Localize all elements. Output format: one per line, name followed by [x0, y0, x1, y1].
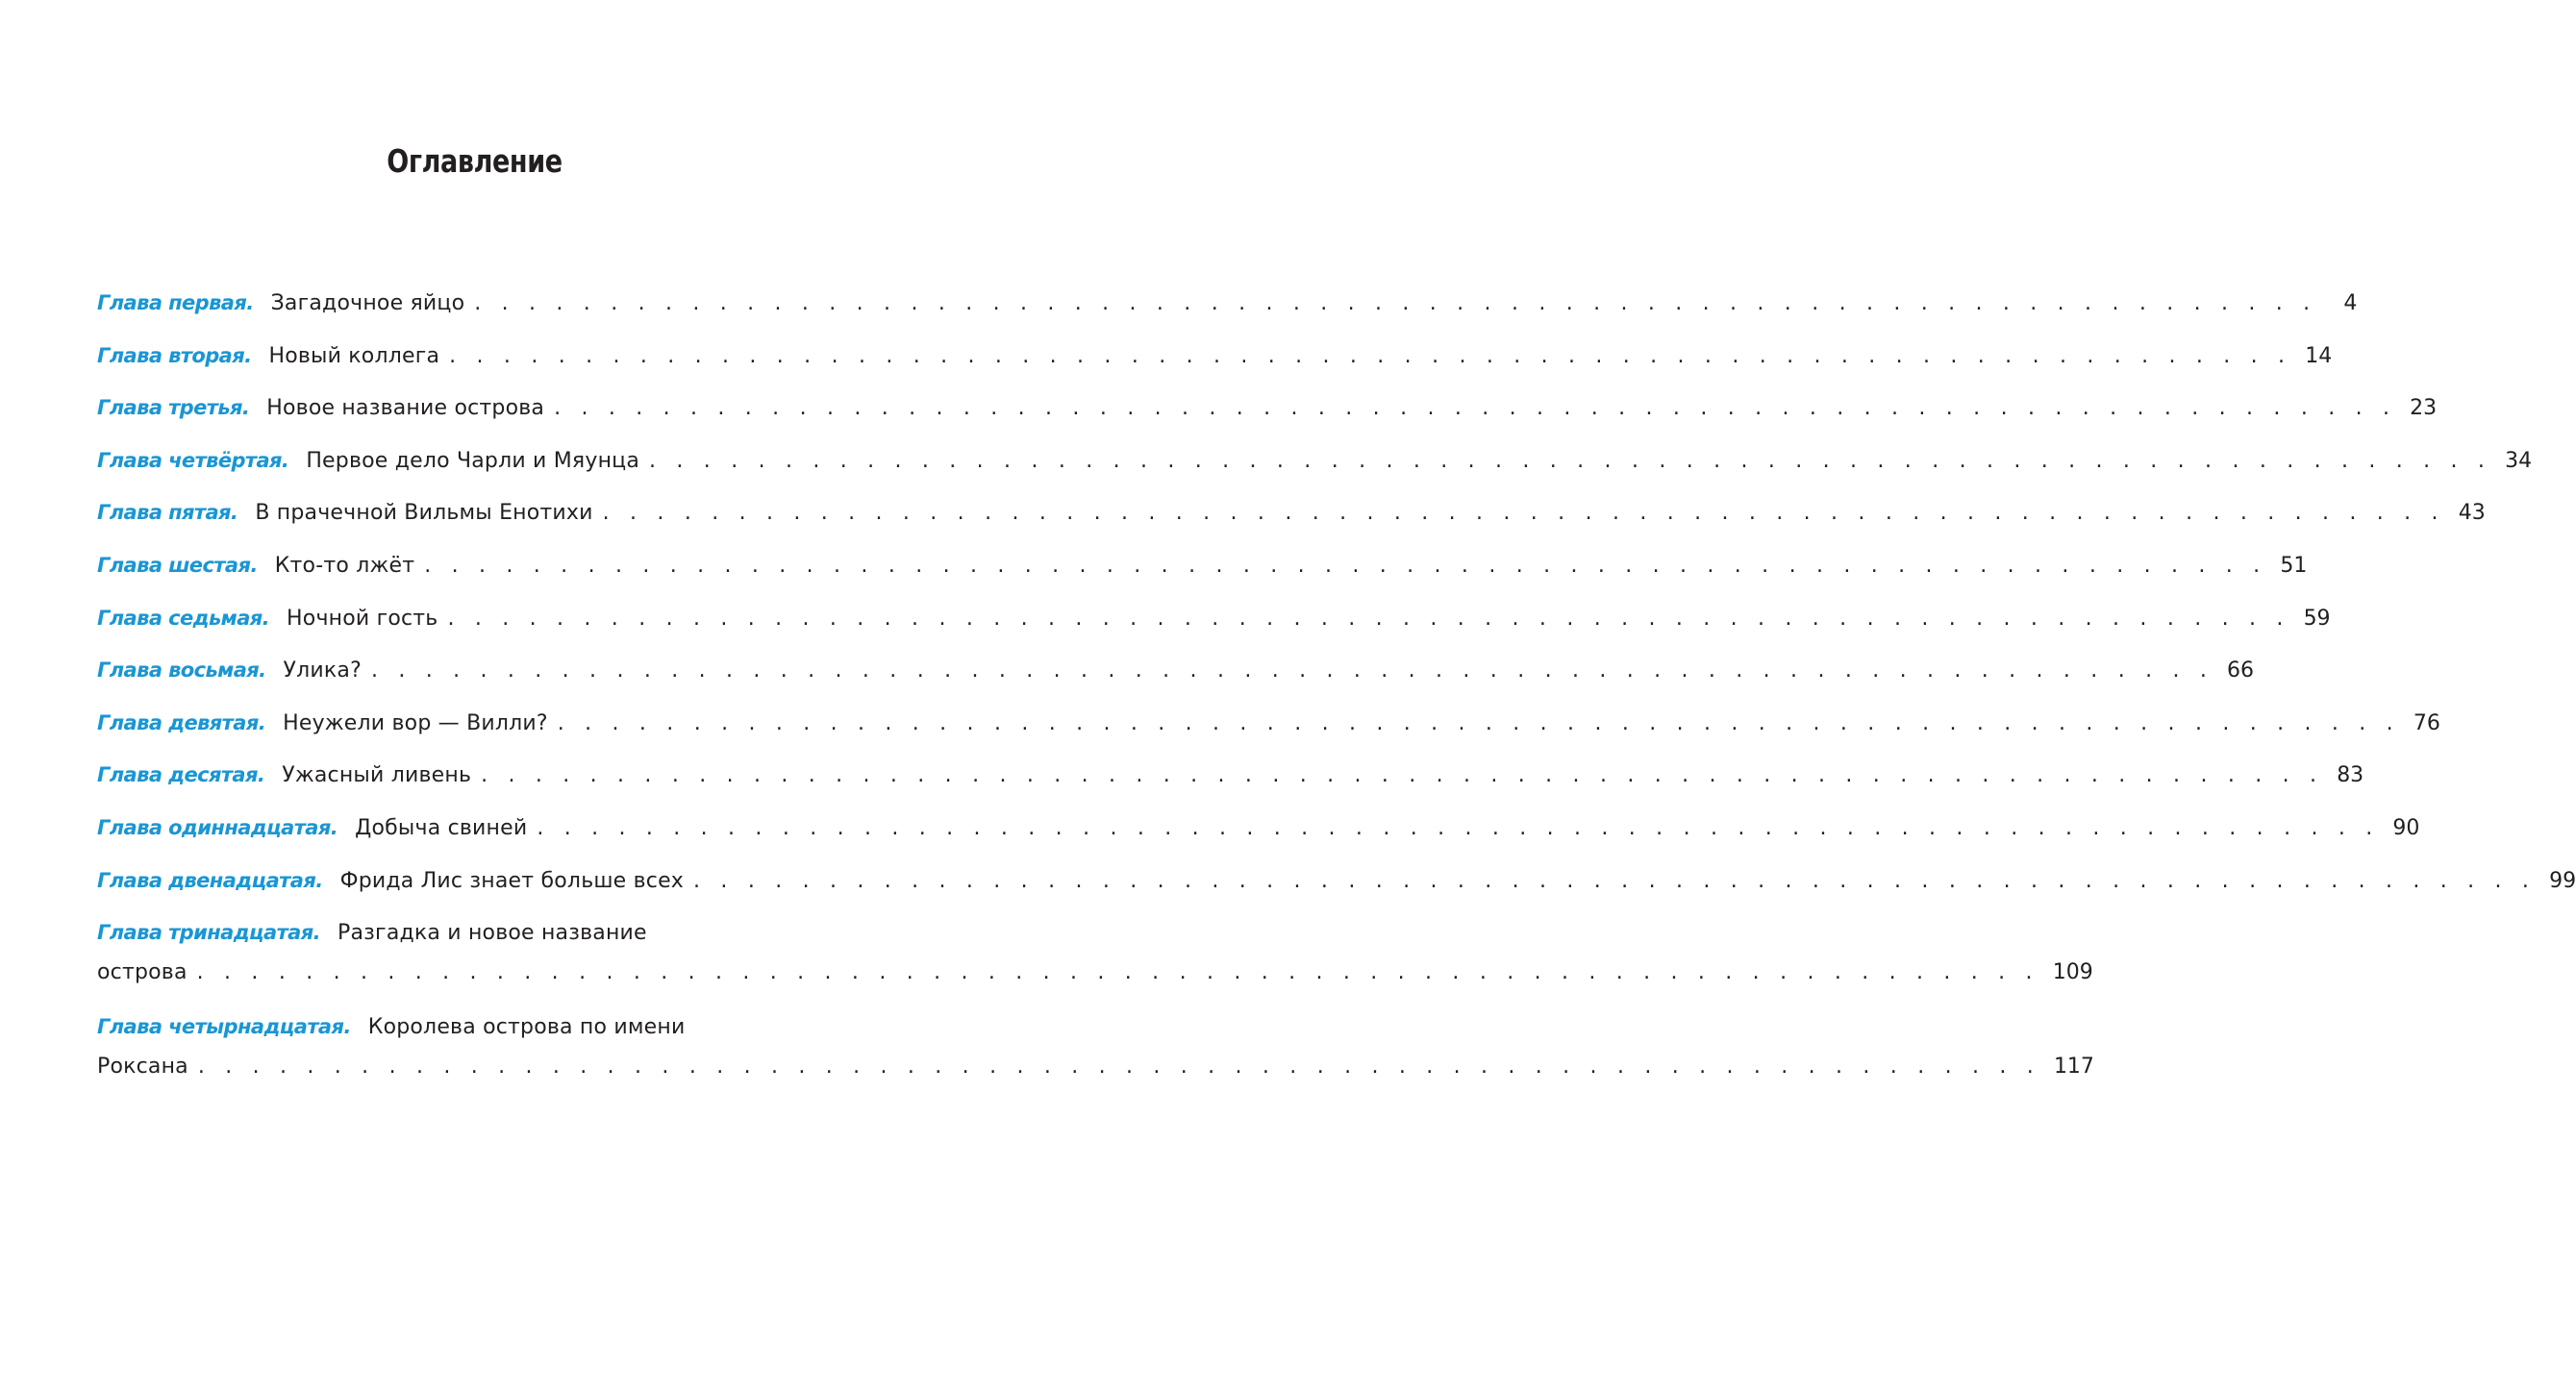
toc-entry-line — [97, 953, 2093, 993]
chapter-label: Глава восьмая. — [97, 658, 266, 683]
dot-leader: . . . . . . . . . . . . . . . . . . . . . . . . . . . . . . . . . . . . . . . . . . . . . . . . . . . . . . . . . . . . . . . . . . . . — [474, 291, 2317, 315]
toc-entry[interactable] — [97, 703, 2440, 756]
toc-entry-line — [97, 387, 2438, 428]
toc-entry-line — [97, 650, 2255, 690]
chapter-title: Неужели вор — Вилли? — [283, 710, 548, 735]
toc-entry[interactable] — [97, 440, 2533, 493]
page-number: 23 — [2410, 396, 2438, 421]
toc-list — [97, 283, 2576, 1100]
chapter-label: Глава одиннадцатая. — [97, 815, 338, 839]
toc-entry-line — [97, 912, 806, 953]
toc-entry[interactable] — [97, 1006, 2094, 1100]
toc-entry-line — [97, 545, 2308, 585]
chapter-label: Глава седьмая. — [97, 606, 270, 630]
dot-leader: . . . . . . . . . . . . . . . . . . . . . . . . . . . . . . . . . . . . . . . . . . . . . . . . . . . . . . . . . . . . . . . . . . . . — [449, 343, 2292, 368]
chapter-title: Загадочное яйцо — [270, 291, 465, 315]
page-number: 59 — [2303, 606, 2331, 631]
dot-leader: . . . . . . . . . . . . . . . . . . . . . . . . . . . . . . . . . . . . . . . . . . . . . . . . . . . . . . . . . . . . . . . . . . . . — [370, 658, 2214, 683]
chapter-title: Ночной гость — [287, 606, 438, 631]
toc-entry[interactable] — [97, 545, 2308, 598]
toc-entry[interactable] — [97, 387, 2438, 440]
chapter-title-continued: острова — [97, 960, 188, 985]
toc-entry-line — [97, 1006, 806, 1047]
page-number: 4 — [2343, 291, 2358, 315]
dot-leader: . . . . . . . . . . . . . . . . . . . . . . . . . . . . . . . . . . . . . . . . . . . . . . . . . . . . . . . . . . . . . . . . . . . . — [693, 868, 2537, 893]
chapter-label: Глава десятая. — [97, 763, 265, 787]
chapter-label: Глава пятая. — [97, 501, 238, 525]
toc-entry-line — [97, 440, 2533, 481]
chapter-title: Новый коллега — [268, 343, 440, 368]
page-number: 83 — [2337, 763, 2364, 788]
chapter-title: Новое название острова — [266, 396, 545, 421]
dot-leader: . . . . . . . . . . . . . . . . . . . . . . . . . . . . . . . . . . . . . . . . . . . . . . . . . . . . . . . . . . . . . . . . . . . . — [197, 1054, 2040, 1079]
dot-leader: . . . . . . . . . . . . . . . . . . . . . . . . . . . . . . . . . . . . . . . . . . . . . . . . . . . . . . . . . . . . . . . . . . . . — [481, 763, 2324, 788]
chapter-title: Кто-то лжёт — [274, 553, 415, 578]
toc-entry-line — [97, 492, 2486, 533]
toc-entry-line — [97, 703, 2440, 743]
toc-entry[interactable] — [97, 650, 2255, 703]
toc-entry-line — [97, 598, 2331, 638]
page-number: 117 — [2053, 1054, 2094, 1079]
page-number: 66 — [2227, 658, 2255, 683]
dot-leader: . . . . . . . . . . . . . . . . . . . . . . . . . . . . . . . . . . . . . . . . . . . . . . . . . . . . . . . . . . . . . . . . . . . . — [554, 396, 2397, 421]
toc-entry[interactable] — [97, 860, 2576, 913]
toc-entry-line — [97, 755, 2364, 795]
chapter-label: Глава вторая. — [97, 343, 252, 367]
toc-entry-line — [97, 283, 2358, 323]
page-number: 109 — [2052, 960, 2093, 985]
chapter-label: Глава четырнадцатая. — [97, 1014, 351, 1038]
toc-entry-line — [97, 807, 2420, 848]
page-number: 76 — [2413, 710, 2440, 735]
chapter-title: Добыча свиней — [355, 815, 528, 840]
chapter-title: Королева острова по имени — [367, 1014, 686, 1039]
page-title: Оглавление — [387, 142, 563, 180]
toc-entry[interactable] — [97, 598, 2331, 651]
dot-leader: . . . . . . . . . . . . . . . . . . . . . . . . . . . . . . . . . . . . . . . . . . . . . . . . . . . . . . . . . . . . . . . . . . . . — [649, 448, 2492, 473]
page-number: 90 — [2392, 815, 2420, 840]
chapter-label: Глава девятая. — [97, 710, 266, 734]
chapter-label: Глава четвёртая. — [97, 448, 289, 472]
chapter-label: Глава двенадцатая. — [97, 868, 323, 892]
toc-entry[interactable] — [97, 335, 2333, 388]
page-number: 99 — [2549, 868, 2576, 893]
toc-entry-line — [97, 1047, 2094, 1087]
dot-leader: . . . . . . . . . . . . . . . . . . . . . . . . . . . . . . . . . . . . . . . . . . . . . . . . . . . . . . . . . . . . . . . . . . . . — [424, 553, 2267, 578]
page-number: 51 — [2280, 553, 2308, 578]
toc-entry[interactable] — [97, 912, 2093, 1006]
chapter-title-continued: Роксана — [97, 1054, 188, 1079]
chapter-title: В прачечной Вильмы Енотихи — [255, 501, 593, 526]
dot-leader: . . . . . . . . . . . . . . . . . . . . . . . . . . . . . . . . . . . . . . . . . . . . . . . . . . . . . . . . . . . . . . . . . . . . — [447, 606, 2290, 631]
chapter-title: Фрида Лис знает больше всех — [339, 868, 685, 893]
page-number: 14 — [2305, 343, 2333, 368]
chapter-title: Разгадка и новое название — [338, 921, 647, 946]
toc-entry[interactable] — [97, 755, 2364, 807]
chapter-title: Улика? — [283, 658, 362, 683]
chapter-title: Ужасный ливень — [282, 763, 472, 788]
toc-entry-line — [97, 860, 2576, 901]
dot-leader: . . . . . . . . . . . . . . . . . . . . . . . . . . . . . . . . . . . . . . . . . . . . . . . . . . . . . . . . . . . . . . . . . . . . — [537, 815, 2380, 840]
toc-entry[interactable] — [97, 283, 2358, 335]
toc-entry-line — [97, 335, 2333, 376]
page-number: 34 — [2505, 448, 2533, 473]
page-number: 43 — [2458, 501, 2486, 526]
chapter-label: Глава первая. — [97, 291, 254, 314]
chapter-label: Глава третья. — [97, 396, 250, 420]
dot-leader: . . . . . . . . . . . . . . . . . . . . . . . . . . . . . . . . . . . . . . . . . . . . . . . . . . . . . . . . . . . . . . . . . . . . — [196, 960, 2039, 985]
dot-leader: . . . . . . . . . . . . . . . . . . . . . . . . . . . . . . . . . . . . . . . . . . . . . . . . . . . . . . . . . . . . . . . . . . . . — [602, 501, 2445, 526]
chapter-title: Первое дело Чарли и Мяунца — [306, 448, 640, 473]
dot-leader: . . . . . . . . . . . . . . . . . . . . . . . . . . . . . . . . . . . . . . . . . . . . . . . . . . . . . . . . . . . . . . . . . . . . — [557, 710, 2400, 735]
toc-entry[interactable] — [97, 807, 2420, 860]
chapter-label: Глава тринадцатая. — [97, 921, 321, 945]
chapter-label: Глава шестая. — [97, 553, 258, 577]
toc-entry[interactable] — [97, 492, 2486, 545]
